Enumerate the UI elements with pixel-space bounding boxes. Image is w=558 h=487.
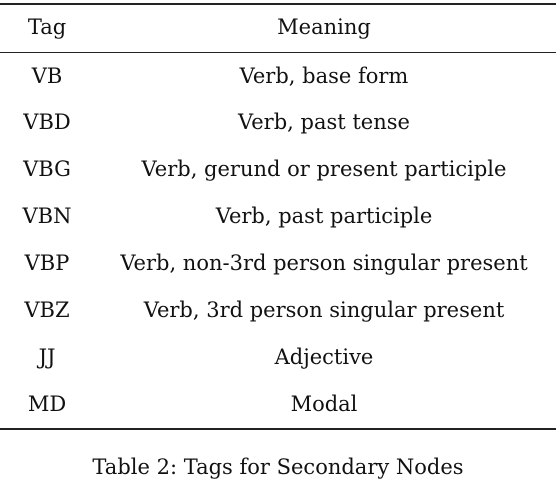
meaning-cell: Verb, past participle bbox=[215, 204, 433, 228]
meaning-cell: Verb, past tense bbox=[238, 110, 410, 134]
table-row bbox=[0, 146, 556, 192]
column-header-tag: Tag bbox=[27, 15, 67, 39]
table-row bbox=[0, 99, 556, 145]
meaning-cell: Verb, non-3rd person singular present bbox=[120, 251, 528, 275]
table-bottom-rule bbox=[0, 428, 556, 430]
table-row bbox=[0, 381, 556, 427]
meaning-cell: Verb, gerund or present participle bbox=[141, 157, 507, 181]
table-caption: Table 2: Tags for Secondary Nodes bbox=[92, 455, 464, 479]
table-row bbox=[0, 53, 556, 99]
table-header-row bbox=[0, 4, 556, 50]
tag-cell: JJ bbox=[38, 345, 56, 369]
tag-cell: VBN bbox=[22, 204, 72, 228]
tag-cell: MD bbox=[27, 392, 67, 416]
tag-cell: VBG bbox=[23, 157, 71, 181]
table-row bbox=[0, 193, 556, 239]
tag-cell: VBP bbox=[24, 251, 70, 275]
meaning-cell: Modal bbox=[290, 392, 358, 416]
table-row bbox=[0, 287, 556, 333]
meaning-cell: Adjective bbox=[274, 345, 374, 369]
tag-cell: VBD bbox=[23, 110, 71, 134]
column-header-meaning: Meaning bbox=[277, 15, 371, 39]
tag-cell: VB bbox=[31, 64, 63, 88]
table-row bbox=[0, 240, 556, 286]
meaning-cell: Verb, base form bbox=[239, 64, 409, 88]
tag-cell: VBZ bbox=[24, 298, 70, 322]
table-row bbox=[0, 334, 556, 380]
meaning-cell: Verb, 3rd person singular present bbox=[143, 298, 505, 322]
